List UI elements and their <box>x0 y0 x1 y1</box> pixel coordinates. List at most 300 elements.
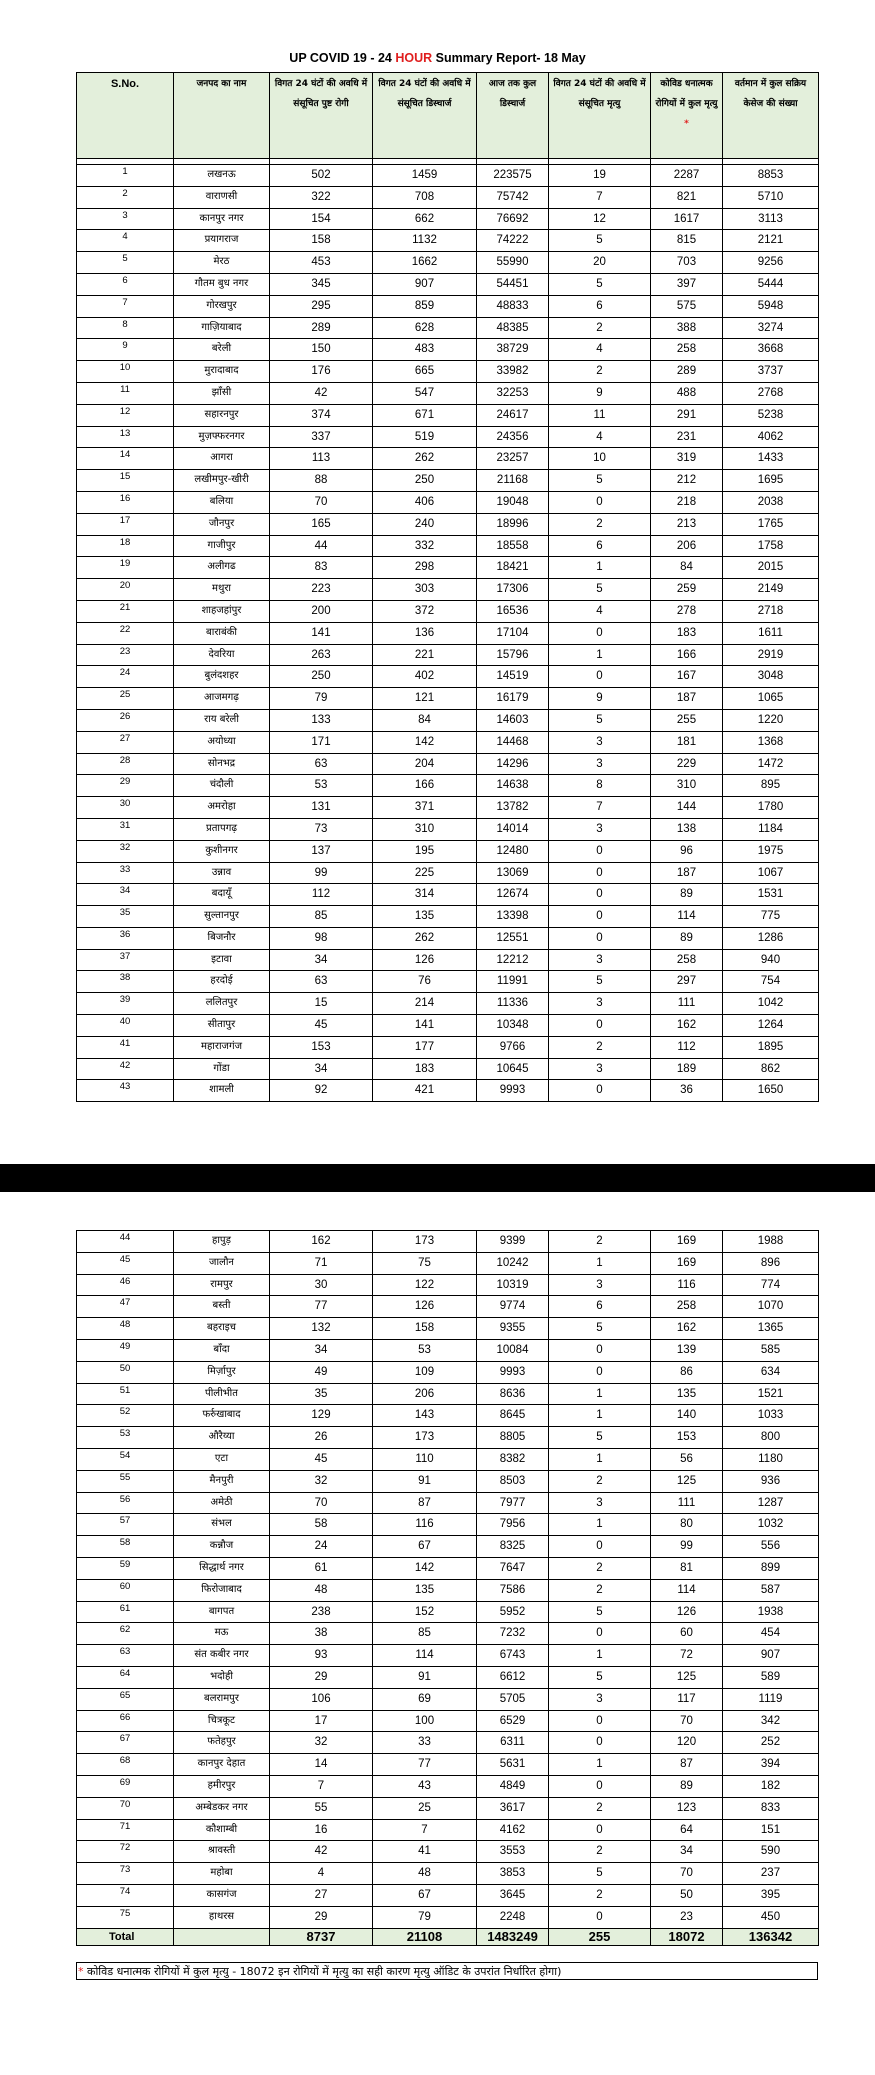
row-deaths-24h: 9 <box>549 688 651 710</box>
row-positive-24h: 61 <box>270 1557 373 1579</box>
row-total-discharged: 18421 <box>477 557 549 579</box>
row-total-discharged: 9774 <box>477 1296 549 1318</box>
row-total-deaths: 213 <box>651 513 723 535</box>
row-total-deaths: 96 <box>651 840 723 862</box>
row-positive-24h: 16 <box>270 1819 373 1841</box>
row-active-cases: 936 <box>723 1470 819 1492</box>
total-total-discharged: 1483249 <box>477 1928 549 1945</box>
row-positive-24h: 112 <box>270 884 373 906</box>
row-active-cases: 1180 <box>723 1448 819 1470</box>
row-total-deaths: 111 <box>651 993 723 1015</box>
row-district: मैनपुरी <box>174 1470 270 1492</box>
row-active-cases: 1975 <box>723 840 819 862</box>
row-discharged-24h: 1132 <box>373 230 477 252</box>
row-discharged-24h: 665 <box>373 361 477 383</box>
row-total-discharged: 23257 <box>477 448 549 470</box>
table-body-part1 <box>77 73 819 1102</box>
row-deaths-24h: 0 <box>549 666 651 688</box>
row-deaths-24h: 2 <box>549 1231 651 1253</box>
row-discharged-24h: 121 <box>373 688 477 710</box>
row-total-discharged: 8503 <box>477 1470 549 1492</box>
footnote <box>76 1962 818 1980</box>
row-active-cases: 1650 <box>723 1080 819 1102</box>
row-positive-24h: 453 <box>270 252 373 274</box>
row-total-discharged: 8645 <box>477 1405 549 1427</box>
row-district: संभल <box>174 1514 270 1536</box>
summary-table-part1 <box>76 72 819 1102</box>
row-deaths-24h: 0 <box>549 1732 651 1754</box>
row-deaths-24h: 0 <box>549 840 651 862</box>
row-total-discharged: 13782 <box>477 797 549 819</box>
row-district: बरेली <box>174 339 270 361</box>
table-row <box>77 208 819 230</box>
row-district: फिरोजाबाद <box>174 1579 270 1601</box>
row-sno: 60 <box>77 1579 174 1601</box>
row-active-cases: 394 <box>723 1754 819 1776</box>
row-discharged-24h: 221 <box>373 644 477 666</box>
table-row <box>77 230 819 252</box>
row-deaths-24h: 5 <box>549 709 651 731</box>
row-total-deaths: 229 <box>651 753 723 775</box>
row-discharged-24h: 708 <box>373 186 477 208</box>
header-sno: S.No. <box>77 73 174 159</box>
table-row <box>77 1058 819 1080</box>
row-district: अलीगढ <box>174 557 270 579</box>
row-total-discharged: 14468 <box>477 731 549 753</box>
row-total-deaths: 34 <box>651 1841 723 1863</box>
row-deaths-24h: 4 <box>549 600 651 622</box>
table-row <box>77 1296 819 1318</box>
row-deaths-24h: 0 <box>549 1361 651 1383</box>
row-positive-24h: 223 <box>270 579 373 601</box>
row-deaths-24h: 10 <box>549 448 651 470</box>
row-deaths-24h: 1 <box>549 1448 651 1470</box>
row-total-discharged: 6529 <box>477 1710 549 1732</box>
row-total-deaths: 126 <box>651 1601 723 1623</box>
row-district: महोबा <box>174 1863 270 1885</box>
row-discharged-24h: 7 <box>373 1819 477 1841</box>
row-deaths-24h: 1 <box>549 644 651 666</box>
row-positive-24h: 92 <box>270 1080 373 1102</box>
table-row <box>77 186 819 208</box>
row-district: प्रयागराज <box>174 230 270 252</box>
row-sno: 37 <box>77 949 174 971</box>
row-discharged-24h: 136 <box>373 622 477 644</box>
row-total-discharged: 8382 <box>477 1448 549 1470</box>
row-positive-24h: 133 <box>270 709 373 731</box>
row-total-discharged: 6743 <box>477 1645 549 1667</box>
row-district: पीलीभीत <box>174 1383 270 1405</box>
row-sno: 9 <box>77 339 174 361</box>
row-total-discharged: 8805 <box>477 1427 549 1449</box>
row-active-cases: 896 <box>723 1252 819 1274</box>
row-discharged-24h: 628 <box>373 317 477 339</box>
header-discharged-24h: विगत 24 घंटों की अवधि में संसूचित डिस्चार्ज <box>373 73 477 159</box>
row-sno: 58 <box>77 1536 174 1558</box>
row-total-discharged: 223575 <box>477 165 549 187</box>
row-sno: 36 <box>77 927 174 949</box>
row-active-cases: 1286 <box>723 927 819 949</box>
row-total-deaths: 56 <box>651 1448 723 1470</box>
row-district: कानपुर देहात <box>174 1754 270 1776</box>
row-active-cases: 1365 <box>723 1318 819 1340</box>
row-total-discharged: 14638 <box>477 775 549 797</box>
row-active-cases: 634 <box>723 1361 819 1383</box>
row-total-discharged: 10645 <box>477 1058 549 1080</box>
row-positive-24h: 158 <box>270 230 373 252</box>
row-discharged-24h: 122 <box>373 1274 477 1296</box>
row-district: हाथरस <box>174 1906 270 1928</box>
row-total-deaths: 117 <box>651 1688 723 1710</box>
row-sno: 32 <box>77 840 174 862</box>
row-discharged-24h: 177 <box>373 1036 477 1058</box>
row-active-cases: 2149 <box>723 579 819 601</box>
row-discharged-24h: 135 <box>373 1579 477 1601</box>
row-total-discharged: 4849 <box>477 1775 549 1797</box>
row-total-deaths: 125 <box>651 1666 723 1688</box>
row-discharged-24h: 85 <box>373 1623 477 1645</box>
row-deaths-24h: 0 <box>549 1015 651 1037</box>
row-active-cases: 4062 <box>723 426 819 448</box>
row-discharged-24h: 116 <box>373 1514 477 1536</box>
row-deaths-24h: 3 <box>549 753 651 775</box>
row-total-deaths: 703 <box>651 252 723 274</box>
row-positive-24h: 113 <box>270 448 373 470</box>
row-sno: 21 <box>77 600 174 622</box>
row-active-cases: 587 <box>723 1579 819 1601</box>
row-active-cases: 2919 <box>723 644 819 666</box>
row-deaths-24h: 3 <box>549 818 651 840</box>
row-deaths-24h: 3 <box>549 1688 651 1710</box>
row-deaths-24h: 0 <box>549 622 651 644</box>
table-row <box>77 252 819 274</box>
row-discharged-24h: 303 <box>373 579 477 601</box>
row-total-discharged: 13398 <box>477 906 549 928</box>
row-total-discharged: 48833 <box>477 295 549 317</box>
report-title-highlight: HOUR <box>395 51 433 65</box>
row-total-discharged: 6311 <box>477 1732 549 1754</box>
row-deaths-24h: 3 <box>549 993 651 1015</box>
row-sno: 20 <box>77 579 174 601</box>
row-district: संत कबीर नगर <box>174 1645 270 1667</box>
row-total-deaths: 139 <box>651 1339 723 1361</box>
row-positive-24h: 79 <box>270 688 373 710</box>
row-district: मेरठ <box>174 252 270 274</box>
row-district: गौतम बुध नगर <box>174 273 270 295</box>
table-row <box>77 339 819 361</box>
row-discharged-24h: 907 <box>373 273 477 295</box>
row-total-discharged: 7232 <box>477 1623 549 1645</box>
row-deaths-24h: 4 <box>549 426 651 448</box>
row-total-discharged: 5631 <box>477 1754 549 1776</box>
table-row <box>77 1710 819 1732</box>
row-district: अमरोहा <box>174 797 270 819</box>
row-positive-24h: 7 <box>270 1775 373 1797</box>
row-positive-24h: 58 <box>270 1514 373 1536</box>
row-sno: 45 <box>77 1252 174 1274</box>
row-district: चंदौली <box>174 775 270 797</box>
row-sno: 53 <box>77 1427 174 1449</box>
row-total-deaths: 291 <box>651 404 723 426</box>
row-discharged-24h: 298 <box>373 557 477 579</box>
row-active-cases: 252 <box>723 1732 819 1754</box>
row-total-deaths: 162 <box>651 1318 723 1340</box>
row-positive-24h: 4 <box>270 1863 373 1885</box>
row-district: हमीरपुर <box>174 1775 270 1797</box>
header-asterisk: * <box>684 119 689 129</box>
row-sno: 72 <box>77 1841 174 1863</box>
row-positive-24h: 106 <box>270 1688 373 1710</box>
report-title-part1: UP COVID 19 - 24 <box>289 51 396 65</box>
row-discharged-24h: 262 <box>373 927 477 949</box>
row-total-deaths: 181 <box>651 731 723 753</box>
row-district: आगरा <box>174 448 270 470</box>
table-row <box>77 818 819 840</box>
row-district: औरैय्या <box>174 1427 270 1449</box>
table-row <box>77 579 819 601</box>
row-deaths-24h: 3 <box>549 949 651 971</box>
row-positive-24h: 73 <box>270 818 373 840</box>
row-total-deaths: 189 <box>651 1058 723 1080</box>
table-row <box>77 448 819 470</box>
row-discharged-24h: 195 <box>373 840 477 862</box>
row-sno: 16 <box>77 491 174 513</box>
row-total-discharged: 18558 <box>477 535 549 557</box>
table-row <box>77 797 819 819</box>
row-total-discharged: 10319 <box>477 1274 549 1296</box>
row-positive-24h: 162 <box>270 1231 373 1253</box>
row-active-cases: 8853 <box>723 165 819 187</box>
row-sno: 17 <box>77 513 174 535</box>
row-active-cases: 940 <box>723 949 819 971</box>
row-total-discharged: 14014 <box>477 818 549 840</box>
row-district: अमेठी <box>174 1492 270 1514</box>
row-district: राय बरेली <box>174 709 270 731</box>
row-positive-24h: 63 <box>270 753 373 775</box>
row-sno: 47 <box>77 1296 174 1318</box>
row-deaths-24h: 0 <box>549 1775 651 1797</box>
row-discharged-24h: 76 <box>373 971 477 993</box>
row-discharged-24h: 142 <box>373 731 477 753</box>
row-active-cases: 1765 <box>723 513 819 535</box>
row-total-discharged: 9993 <box>477 1361 549 1383</box>
row-total-discharged: 54451 <box>477 273 549 295</box>
table-row <box>77 666 819 688</box>
row-district: एटा <box>174 1448 270 1470</box>
row-discharged-24h: 142 <box>373 1557 477 1579</box>
row-discharged-24h: 173 <box>373 1427 477 1449</box>
row-discharged-24h: 75 <box>373 1252 477 1274</box>
table-row <box>77 1036 819 1058</box>
table-row <box>77 622 819 644</box>
row-sno: 35 <box>77 906 174 928</box>
row-active-cases: 5238 <box>723 404 819 426</box>
row-sno: 33 <box>77 862 174 884</box>
row-district: बागपत <box>174 1601 270 1623</box>
row-discharged-24h: 183 <box>373 1058 477 1080</box>
row-sno: 56 <box>77 1492 174 1514</box>
row-discharged-24h: 421 <box>373 1080 477 1102</box>
row-total-deaths: 297 <box>651 971 723 993</box>
row-total-discharged: 3617 <box>477 1797 549 1819</box>
row-total-discharged: 75742 <box>477 186 549 208</box>
table-row <box>77 1361 819 1383</box>
row-deaths-24h: 20 <box>549 252 651 274</box>
row-sno: 22 <box>77 622 174 644</box>
row-positive-24h: 34 <box>270 1058 373 1080</box>
row-positive-24h: 238 <box>270 1601 373 1623</box>
row-sno: 63 <box>77 1645 174 1667</box>
table-row <box>77 753 819 775</box>
table-row <box>77 840 819 862</box>
table-row <box>77 1080 819 1102</box>
row-total-deaths: 89 <box>651 884 723 906</box>
row-sno: 26 <box>77 709 174 731</box>
row-deaths-24h: 3 <box>549 1492 651 1514</box>
row-discharged-24h: 662 <box>373 208 477 230</box>
row-total-deaths: 821 <box>651 186 723 208</box>
table-row <box>77 426 819 448</box>
row-positive-24h: 77 <box>270 1296 373 1318</box>
row-active-cases: 1988 <box>723 1231 819 1253</box>
row-positive-24h: 29 <box>270 1906 373 1928</box>
table-row <box>77 775 819 797</box>
row-total-deaths: 187 <box>651 688 723 710</box>
row-active-cases: 2015 <box>723 557 819 579</box>
row-total-discharged: 9355 <box>477 1318 549 1340</box>
row-positive-24h: 131 <box>270 797 373 819</box>
row-district: चित्रकूट <box>174 1710 270 1732</box>
row-total-deaths: 23 <box>651 1906 723 1928</box>
row-total-deaths: 169 <box>651 1231 723 1253</box>
table-row <box>77 1514 819 1536</box>
row-sno: 64 <box>77 1666 174 1688</box>
row-active-cases: 5710 <box>723 186 819 208</box>
row-total-deaths: 60 <box>651 1623 723 1645</box>
header-total-deaths <box>651 73 723 159</box>
row-discharged-24h: 77 <box>373 1754 477 1776</box>
row-discharged-24h: 143 <box>373 1405 477 1427</box>
row-district: गोरखपुर <box>174 295 270 317</box>
row-sno: 39 <box>77 993 174 1015</box>
row-positive-24h: 132 <box>270 1318 373 1340</box>
row-active-cases: 2718 <box>723 600 819 622</box>
row-active-cases: 3668 <box>723 339 819 361</box>
row-positive-24h: 45 <box>270 1015 373 1037</box>
row-positive-24h: 83 <box>270 557 373 579</box>
row-active-cases: 556 <box>723 1536 819 1558</box>
row-positive-24h: 295 <box>270 295 373 317</box>
row-district: बाँदा <box>174 1339 270 1361</box>
row-active-cases: 862 <box>723 1058 819 1080</box>
row-total-discharged: 17104 <box>477 622 549 644</box>
table-row <box>77 513 819 535</box>
row-deaths-24h: 19 <box>549 165 651 187</box>
row-district: देवरिया <box>174 644 270 666</box>
row-positive-24h: 337 <box>270 426 373 448</box>
row-sno: 49 <box>77 1339 174 1361</box>
row-active-cases: 1938 <box>723 1601 819 1623</box>
row-deaths-24h: 4 <box>549 339 651 361</box>
table-row <box>77 273 819 295</box>
row-discharged-24h: 372 <box>373 600 477 622</box>
row-total-deaths: 99 <box>651 1536 723 1558</box>
row-active-cases: 450 <box>723 1906 819 1928</box>
row-total-discharged: 21168 <box>477 470 549 492</box>
row-active-cases: 151 <box>723 1819 819 1841</box>
row-deaths-24h: 1 <box>549 1514 651 1536</box>
row-active-cases: 1220 <box>723 709 819 731</box>
row-discharged-24h: 371 <box>373 797 477 819</box>
row-sno: 24 <box>77 666 174 688</box>
row-total-deaths: 64 <box>651 1819 723 1841</box>
report-title <box>0 50 875 66</box>
row-district: हरदोई <box>174 971 270 993</box>
row-positive-24h: 322 <box>270 186 373 208</box>
row-sno: 15 <box>77 470 174 492</box>
row-positive-24h: 49 <box>270 1361 373 1383</box>
row-sno: 13 <box>77 426 174 448</box>
row-total-deaths: 167 <box>651 666 723 688</box>
row-deaths-24h: 8 <box>549 775 651 797</box>
row-discharged-24h: 214 <box>373 993 477 1015</box>
row-total-discharged: 12551 <box>477 927 549 949</box>
row-total-discharged: 33982 <box>477 361 549 383</box>
row-positive-24h: 99 <box>270 862 373 884</box>
row-total-deaths: 87 <box>651 1754 723 1776</box>
row-deaths-24h: 2 <box>549 1797 651 1819</box>
row-sno: 5 <box>77 252 174 274</box>
row-total-deaths: 112 <box>651 1036 723 1058</box>
row-active-cases: 1067 <box>723 862 819 884</box>
row-positive-24h: 30 <box>270 1274 373 1296</box>
row-deaths-24h: 0 <box>549 862 651 884</box>
row-deaths-24h: 0 <box>549 1819 651 1841</box>
row-sno: 11 <box>77 382 174 404</box>
row-sno: 68 <box>77 1754 174 1776</box>
row-total-discharged: 5952 <box>477 1601 549 1623</box>
row-active-cases: 1042 <box>723 993 819 1015</box>
row-deaths-24h: 2 <box>549 1841 651 1863</box>
row-positive-24h: 35 <box>270 1383 373 1405</box>
table-row <box>77 1557 819 1579</box>
row-total-deaths: 2287 <box>651 165 723 187</box>
table-row <box>77 317 819 339</box>
row-sno: 12 <box>77 404 174 426</box>
row-total-deaths: 289 <box>651 361 723 383</box>
row-sno: 50 <box>77 1361 174 1383</box>
row-district: अम्बेडकर नगर <box>174 1797 270 1819</box>
row-total-discharged: 4162 <box>477 1819 549 1841</box>
row-total-discharged: 16536 <box>477 600 549 622</box>
row-positive-24h: 98 <box>270 927 373 949</box>
row-sno: 67 <box>77 1732 174 1754</box>
row-total-discharged: 16179 <box>477 688 549 710</box>
row-discharged-24h: 126 <box>373 1296 477 1318</box>
table-body-part2 <box>77 1231 819 1929</box>
row-total-deaths: 116 <box>651 1274 723 1296</box>
row-discharged-24h: 100 <box>373 1710 477 1732</box>
row-district: ललितपुर <box>174 993 270 1015</box>
row-sno: 28 <box>77 753 174 775</box>
table-row <box>77 1274 819 1296</box>
row-active-cases: 395 <box>723 1884 819 1906</box>
row-discharged-24h: 67 <box>373 1536 477 1558</box>
row-sno: 6 <box>77 273 174 295</box>
header-positive-24h: विगत 24 घंटों की अवधि में संसूचित पुष्ट रोगी <box>270 73 373 159</box>
row-total-deaths: 397 <box>651 273 723 295</box>
row-district: फतेहपुर <box>174 1732 270 1754</box>
